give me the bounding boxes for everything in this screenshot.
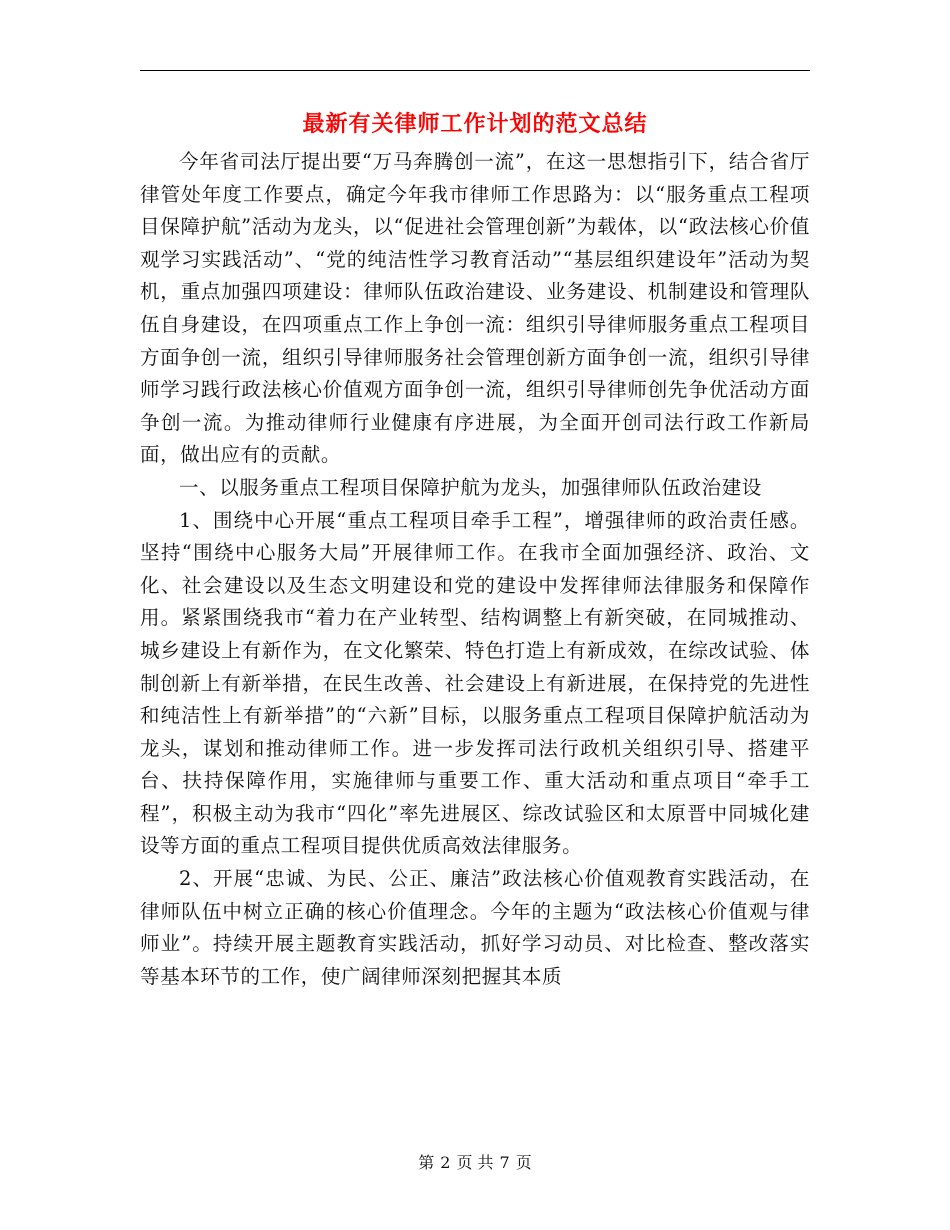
page-footer [0, 1150, 950, 1173]
paragraph-item-1: 1、围绕中心开展“重点工程项目牵手工程”，增强律师的政治责任感。坚持“围绕中心服务大局”开展律师工作。在我市全面加强经济、政治、文化、社会建设以及生态文明建设和党的建设中发挥律师法律服务和保障作用。紧紧围绕我市“着力在产业转型、结构调整上有新突破，在同城推动、城乡建设上有新作为，在文化繁荣、特色打造上有新成效，在综改试验、体制创新上有新举措，在民生改善、社会建设上有新进展，在保持党的先进性和纯洁性上有新举措”的“六新”目标，以服务重点工程项目保障护航活动为龙头，谋划和推动律师工作。进一步发挥司法行政机关组织引导、搭建平台、扶持保障作用，实施律师与重要工作、重大活动和重点项目“牵手工程”，积极主动为我市“四化”率先进展区、综改试验区和太原晋中同城化建设等方面的重点工程项目提供优质高效法律服务。 [140, 508, 810, 858]
footer-middle: 页 共 [456, 1153, 494, 1172]
section-heading-1: 一、以服务重点工程项目保障护航为龙头，加强律师队伍政治建设 [179, 475, 762, 499]
document-body [140, 146, 810, 993]
footer-page-number: 2 [440, 1153, 451, 1172]
footer-prefix: 第 [418, 1153, 435, 1172]
footer-suffix: 页 [515, 1153, 532, 1172]
header-rule [140, 70, 810, 71]
document-title: 最新有关律师工作计划的范文总结 [302, 111, 648, 137]
paragraph-intro: 今年省司法厅提出要“万马奔腾创一流”，在这一思想指引下，结合省厅律管处年度工作要点，确定今年我市律师工作思路为：以“服务重点工程项目保障护航”活动为龙头，以“促进社会管理创新”为载体，以“政法核心价值观学习实践活动”、“党的纯洁性学习教育活动”“基层组织建设年”活动为契机，重点加强四项建设：律师队伍政治建设、业务建设、机制建设和管理队伍自身建设，在四项重点工作上争创一流：组织引导律师服务重点工程项目方面争创一流，组织引导律师服务社会管理创新方面争创一流，组织引导律师学习践行政法核心价值观方面争创一流，组织引导律师创先争优活动方面争创一流。为推动律师行业健康有序进展，为全面开创司法行政工作新局面，做出应有的贡献。 [140, 150, 810, 467]
paragraph-item-2: 2、开展“忠诚、为民、公正、廉洁”政法核心价值观教育实践活动，在律师队伍中树立正确的核心价值理念。今年的主题为“政法核心价值观与律师业”。持续开展主题教育实践活动，抓好学习动员、对比检查、整改落实等基本环节的工作，使广阔律师深刻把握其本质 [140, 867, 810, 988]
footer-total-pages: 7 [499, 1153, 510, 1172]
